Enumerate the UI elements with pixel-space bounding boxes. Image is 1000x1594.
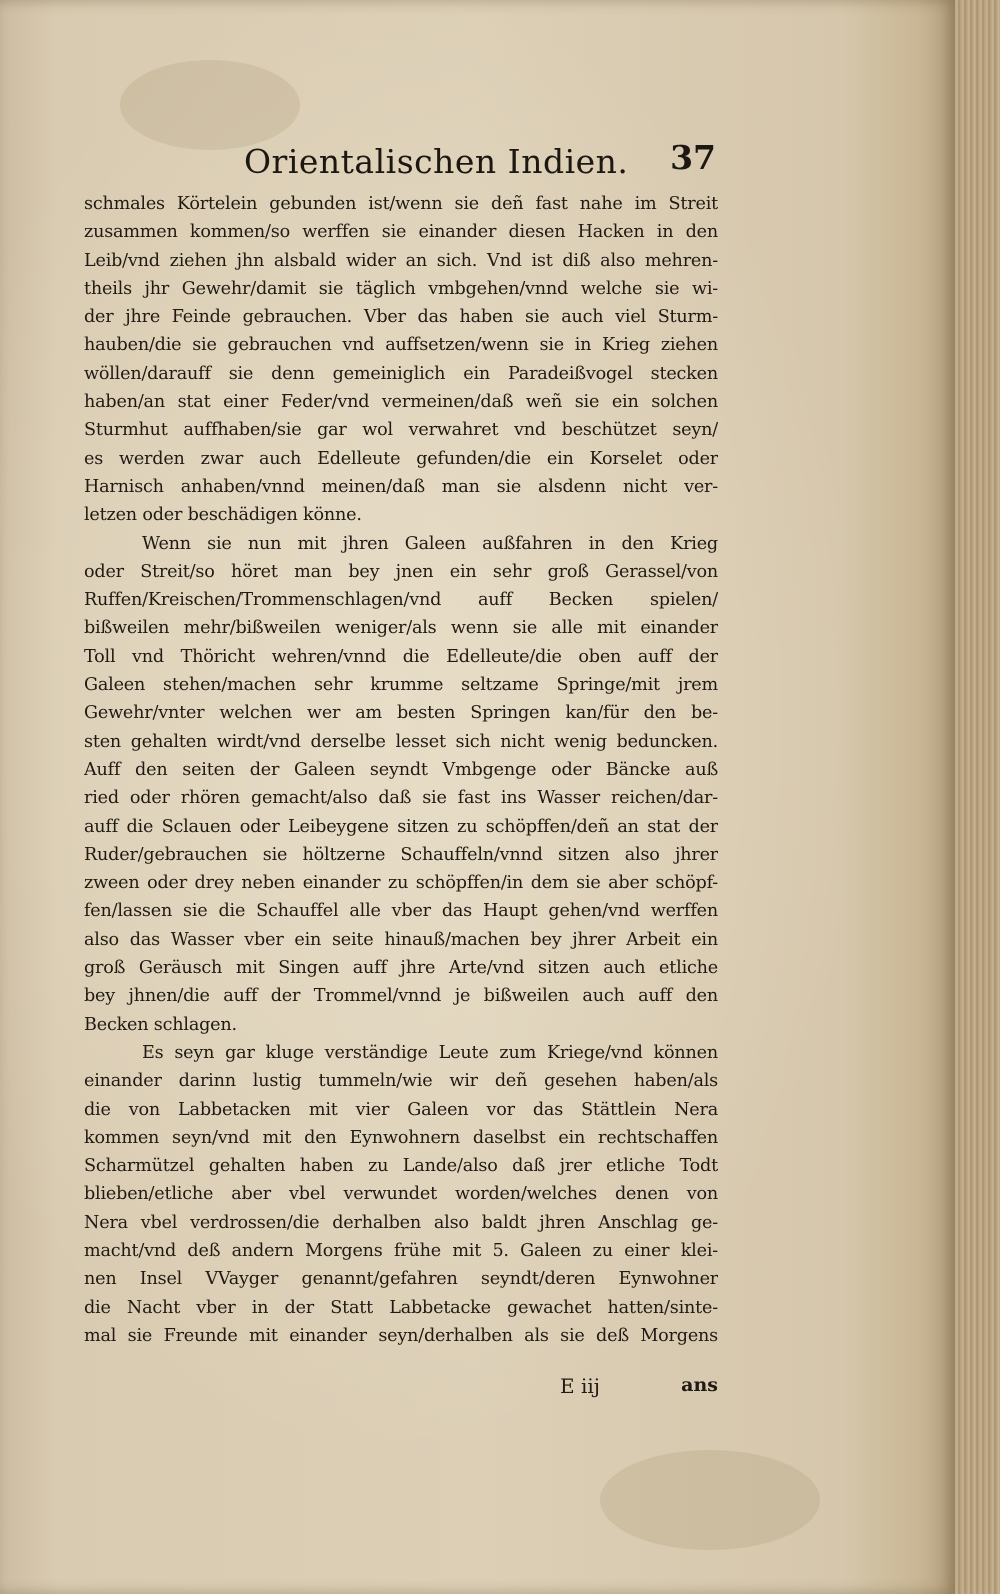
running-head	[84, 138, 716, 192]
text-line: Scharmützel gehalten haben zu Lande/also daß jrer etliche Todt	[84, 1156, 718, 1177]
text-line: Leib/vnd ziehen jhn alsbald wider an sich. Vnd ist diß also mehren-	[84, 250, 718, 271]
text-line: ried oder rhören gemacht/also daß sie fast ins Wasser reichen/dar-	[84, 788, 718, 809]
text-line: es werden zwar auch Edelleute gefunden/die ein Korselet oder	[84, 448, 718, 469]
text-line: letzen oder beschädigen könne.	[84, 505, 362, 526]
paper-stain	[600, 1450, 820, 1550]
text-line: Galeen stehen/machen sehr krumme seltzame Springe/mit jrem	[84, 675, 718, 696]
text-line: zween oder drey neben einander zu schöpffen/in dem sie aber schöpf-	[84, 873, 718, 894]
text-line: Harnisch anhaben/vnnd meinen/daß man sie alsdenn nicht ver-	[84, 476, 718, 497]
signature-mark: E iij	[560, 1374, 600, 1398]
page-number: 37	[670, 138, 716, 177]
paragraph-first-line: Es seyn gar kluge verständige Leute zum Kriege/vnd können	[142, 1042, 718, 1063]
text-line: die von Labbetacken mit vier Galeen vor das Stättlein Nera	[84, 1099, 718, 1120]
paper-stain	[120, 60, 300, 150]
page-edges-stack	[955, 0, 1000, 1594]
text-line: Ruffen/Kreischen/Trommenschlagen/vnd auff Becken spielen/	[84, 590, 718, 611]
text-line: bißweilen mehr/bißweilen weniger/als wenn sie alle mit einander	[84, 618, 718, 639]
text-line: Sturmhut auffhaben/sie gar wol verwahret vnd beschützet seyn/	[84, 420, 718, 441]
running-head-title: Orientalischen Indien.	[244, 142, 629, 181]
text-line: Toll vnd Thöricht wehren/vnnd die Edelleute/die oben auff der	[84, 646, 718, 667]
text-line: schmales Körtelein gebunden ist/wenn sie deñ fast nahe im Streit	[84, 194, 718, 214]
text-line: sten gehalten wirdt/vnd derselbe lesset sich nicht wenig beduncken.	[84, 731, 718, 752]
text-line: wöllen/darauff sie denn gemeiniglich ein Paradeißvogel stecken	[84, 363, 718, 384]
text-line: auff die Sclauen oder Leibeygene sitzen zu schöpffen/deñ an stat der	[84, 816, 718, 837]
text-line: bey jhnen/die auff der Trommel/vnnd je bißweilen auch auff den	[84, 986, 718, 1007]
text-line: zusammen kommen/so werffen sie einander diesen Hacken in den	[84, 222, 718, 243]
text-line: blieben/etliche aber vbel verwundet worden/welches denen von	[84, 1184, 718, 1205]
text-line: haben/an stat einer Feder/vnd vermeinen/daß weñ sie ein solchen	[84, 392, 718, 413]
text-line: kommen seyn/vnd mit den Eynwohnern daselbst ein rechtschaffen	[84, 1127, 718, 1148]
text-line: mal sie Freunde mit einander seyn/derhalben als sie deß Morgens	[84, 1325, 718, 1346]
text-line: Auff den seiten der Galeen seyndt Vmbgenge oder Bäncke auß	[84, 759, 718, 780]
text-line: Gewehr/vnter welchen wer am besten Springen kan/für den be-	[84, 703, 718, 724]
text-line: Becken schlagen.	[84, 1014, 237, 1035]
text-line: macht/vnd deß andern Morgens frühe mit 5. Galeen zu einer klei-	[84, 1240, 718, 1261]
text-line: einander darinn lustig tummeln/wie wir deñ gesehen haben/als	[84, 1071, 718, 1092]
page-footer	[84, 1374, 718, 1404]
body-text	[84, 190, 718, 1350]
text-line: oder Streit/so höret man bey jnen ein sehr groß Gerassel/von	[84, 561, 718, 582]
text-line: Ruder/gebrauchen sie höltzerne Schauffeln/vnnd sitzen also jhrer	[84, 844, 718, 865]
paragraph-first-line: Wenn sie nun mit jhren Galeen außfahren in den Krieg	[142, 533, 718, 554]
text-line: der jhre Feinde gebrauchen. Vber das haben sie auch viel Sturm-	[84, 307, 718, 328]
text-line: theils jhr Gewehr/damit sie täglich vmbgehen/vnnd welche sie wi-	[84, 278, 718, 299]
text-line: also das Wasser vber ein seite hinauß/machen bey jhrer Arbeit ein	[84, 929, 718, 950]
catchword: ans	[681, 1374, 718, 1396]
text-line: Nera vbel verdrossen/die derhalben also baldt jhren Anschlag ge-	[84, 1212, 718, 1233]
text-line: hauben/die sie gebrauchen vnd auffsetzen/wenn sie in Krieg ziehen	[84, 335, 718, 356]
text-line: die Nacht vber in der Statt Labbetacke gewachet hatten/sinte-	[84, 1297, 718, 1318]
text-line: groß Geräusch mit Singen auff jhre Arte/vnd sitzen auch etliche	[84, 958, 718, 979]
text-line: fen/lassen sie die Schauffel alle vber das Haupt gehen/vnd werffen	[84, 901, 718, 922]
text-line: nen Insel VVayger genannt/gefahren seyndt/deren Eynwohner	[84, 1269, 718, 1290]
